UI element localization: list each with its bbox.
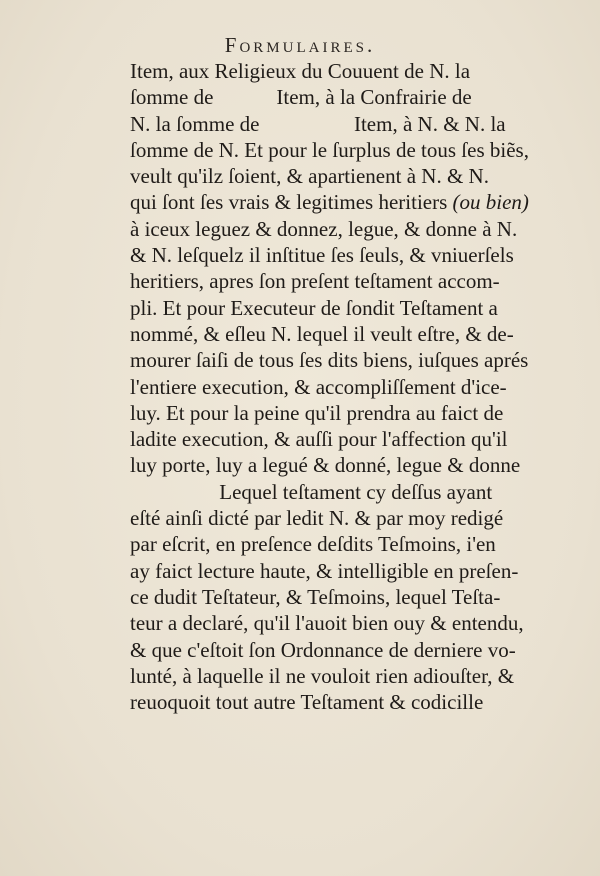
text-line — [130, 479, 570, 505]
text-run: mourer ſaiſi de tous ſes dits biens, iuſques aprés — [130, 348, 529, 373]
text-line — [130, 374, 570, 400]
text-line — [130, 637, 570, 663]
blank-space — [219, 85, 272, 109]
text-run: qui ſont ſes vrais & legitimes heritiers — [130, 190, 453, 215]
text-run: & N. leſquelz il inſtitue ſes ſeuls, & vniuerſels — [130, 243, 514, 268]
text-line — [130, 531, 570, 557]
text-line — [130, 58, 570, 84]
text-line — [130, 321, 570, 347]
text-line — [130, 400, 570, 426]
text-line — [130, 505, 570, 531]
text-run: ſomme de — [130, 85, 219, 110]
text-run: à iceux leguez & donnez, legue, & donne à N. — [130, 216, 518, 241]
text-line — [130, 111, 570, 137]
text-line — [130, 163, 570, 189]
text-run: eſté ainſi dicté par ledit N. & par moy redigé — [130, 506, 504, 531]
text-line — [130, 663, 570, 689]
text-line — [130, 242, 570, 268]
text-run: Item, à N. & N. la — [348, 111, 506, 136]
text-run: ay faict lecture haute, & intelligible en preſen- — [130, 558, 519, 583]
text-line — [130, 347, 570, 373]
text-line — [130, 189, 570, 215]
text-run: ladite execution, & auſſi pour l'affection qu'il — [130, 427, 508, 452]
running-header: Formulaires. — [224, 33, 376, 57]
text-run: l'entiere execution, & accompliſſement d'ice- — [130, 374, 507, 399]
text-line — [130, 295, 570, 321]
text-line — [130, 84, 570, 110]
text-line — [130, 689, 570, 715]
text-run: & que c'eſtoit ſon Ordonnance de derniere vo- — [130, 637, 516, 662]
blank-space — [130, 480, 214, 504]
text-run: Item, à la Confrairie de — [271, 85, 472, 110]
text-run: luy. Et pour la peine qu'il prendra au faict de — [130, 400, 504, 425]
text-run: teur a declaré, qu'il l'auoit bien ouy & entendu, — [130, 611, 524, 636]
text-run: ce dudit Teſtateur, & Teſmoins, lequel Teſta- — [130, 584, 501, 609]
text-line — [130, 137, 570, 163]
text-run: Lequel teſtament cy deſſus ayant — [214, 479, 493, 504]
text-line — [130, 610, 570, 636]
text-run: nommé, & eſleu N. lequel il veult eſtre, & de- — [130, 321, 514, 346]
text-line — [130, 452, 570, 478]
text-run: (ou bien) — [452, 190, 529, 215]
text-run: veult qu'ilz ſoient, & apartienent à N. & N. — [130, 164, 489, 189]
text-run: Item, aux Religieux du Couuent de N. la — [130, 59, 471, 83]
text-run: N. la ſomme de — [130, 111, 265, 136]
text-line — [130, 426, 570, 452]
text-line — [130, 216, 570, 242]
text-run: ſomme de N. Et pour le ſurplus de tous ſes biẽs, — [130, 137, 529, 162]
text-run: pli. Et pour Executeur de ſondit Teſtament a — [130, 295, 498, 320]
body-text — [130, 58, 570, 715]
text-run: lunté, à laquelle il ne vouloit rien adiouſter, & — [130, 663, 515, 688]
text-run: luy porte, luy a legué & donné, legue & donne — [130, 453, 521, 478]
text-line — [130, 268, 570, 294]
text-run: heritiers, apres ſon preſent teſtament accom- — [130, 269, 500, 294]
text-line — [130, 584, 570, 610]
text-run: par eſcrit, en preſence deſdits Teſmoins, i'en — [130, 532, 496, 557]
text-line — [130, 558, 570, 584]
blank-space — [265, 112, 349, 136]
text-run: reuoquoit tout autre Teſtament & codicille — [130, 690, 484, 715]
